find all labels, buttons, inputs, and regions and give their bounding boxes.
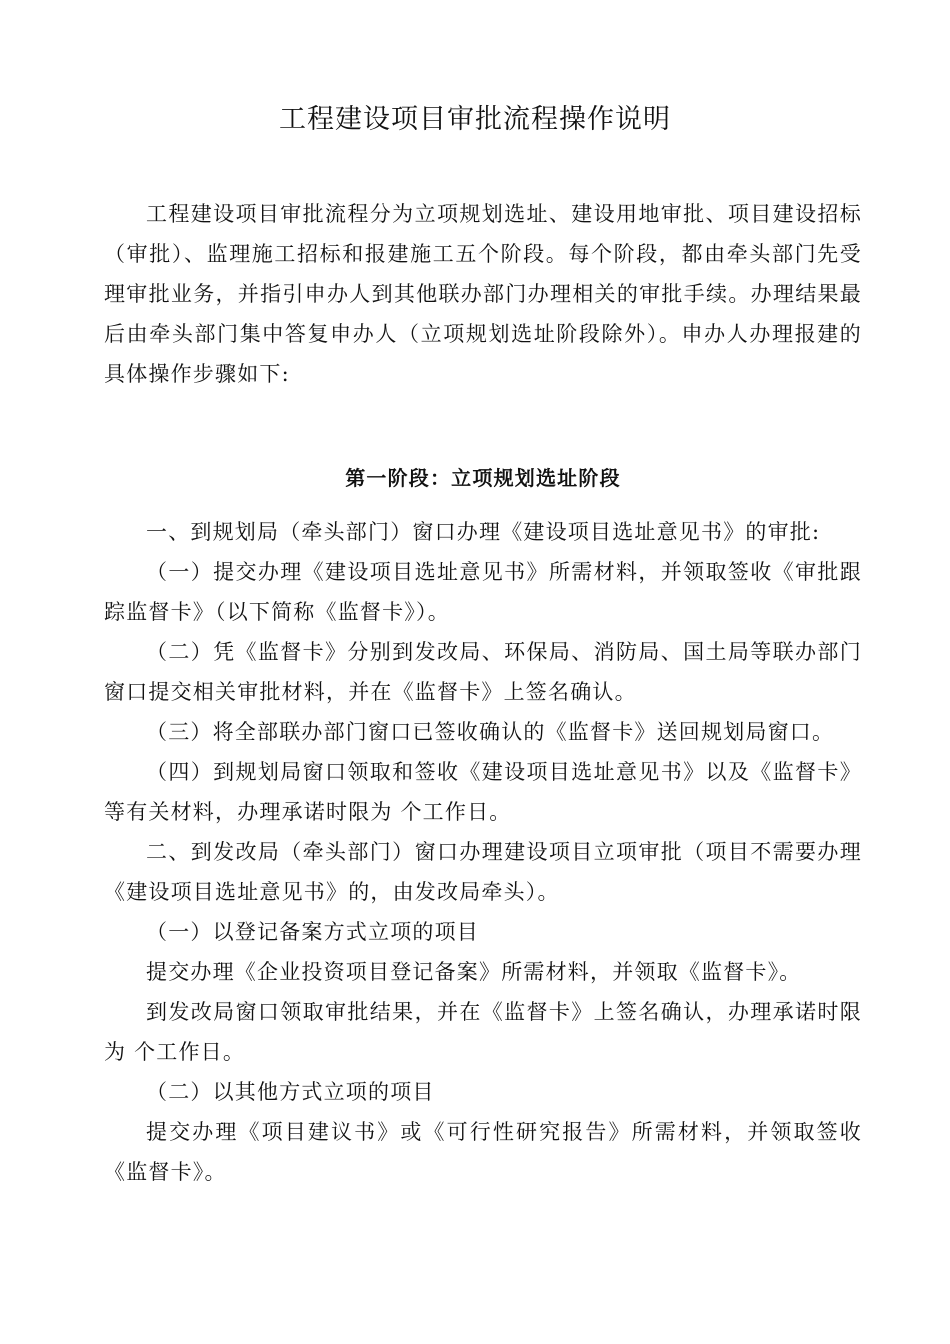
document-title: 工程建设项目审批流程操作说明 [279,104,671,135]
document-body [104,194,862,1192]
section-heading: 第一阶段：立项规划选址阶段 [345,466,621,490]
item-substep: （二）以其他方式立项的项目 [146,1080,435,1104]
item-substep: （一）提交办理《建设项目选址意见书》所需材料，并领取签收《审批跟踪监督卡》（以下简称《监督卡》）。 [104,560,862,624]
item-substep: （一）以登记备案方式立项的项目 [146,920,479,944]
item-point: 到发改局窗口领取审批结果，并在《监督卡》上签名确认，办理承诺时限为 个工作日。 [104,1000,862,1064]
item-step-1: 一、到规划局（牵头部门）窗口办理《建设项目选址意见书》的审批: [146,520,821,544]
item-substep: （二）凭《监督卡》分别到发改局、环保局、消防局、国土局等联办部门窗口提交相关审批材料，并在《监督卡》上签名确认。 [104,640,862,704]
item-point: 提交办理《企业投资项目登记备案》所需材料，并领取《监督卡》。 [146,960,802,984]
item-step-2: 二、到发改局（牵头部门）窗口办理建设项目立项审批（项目不需要办理《建设项目选址意见书》的，由发改局牵头）。 [104,840,862,904]
item-substep: （四）到规划局窗口领取和签收《建设项目选址意见书》以及《监督卡》等有关材料，办理承诺时限为 个工作日。 [104,760,862,824]
intro-paragraph: 工程建设项目审批流程分为立项规划选址、建设用地审批、项目建设招标（审批）、监理施工招标和报建施工五个阶段。每个阶段，都由牵头部门先受理审批业务，并指引申办人到其他联办部门办理相关的审批手续。办理结果最后由牵头部门集中答复申办人（立项规划选址阶段除外）。申办人办理报建的具体操作步骤如下: [104,202,862,386]
blank-line [104,402,862,442]
item-substep: （三）将全部联办部门窗口已签收确认的《监督卡》送回规划局窗口。 [146,720,835,744]
item-point: 提交办理《项目建议书》或《可行性研究报告》所需材料，并领取签收《监督卡》。 [104,1120,862,1184]
